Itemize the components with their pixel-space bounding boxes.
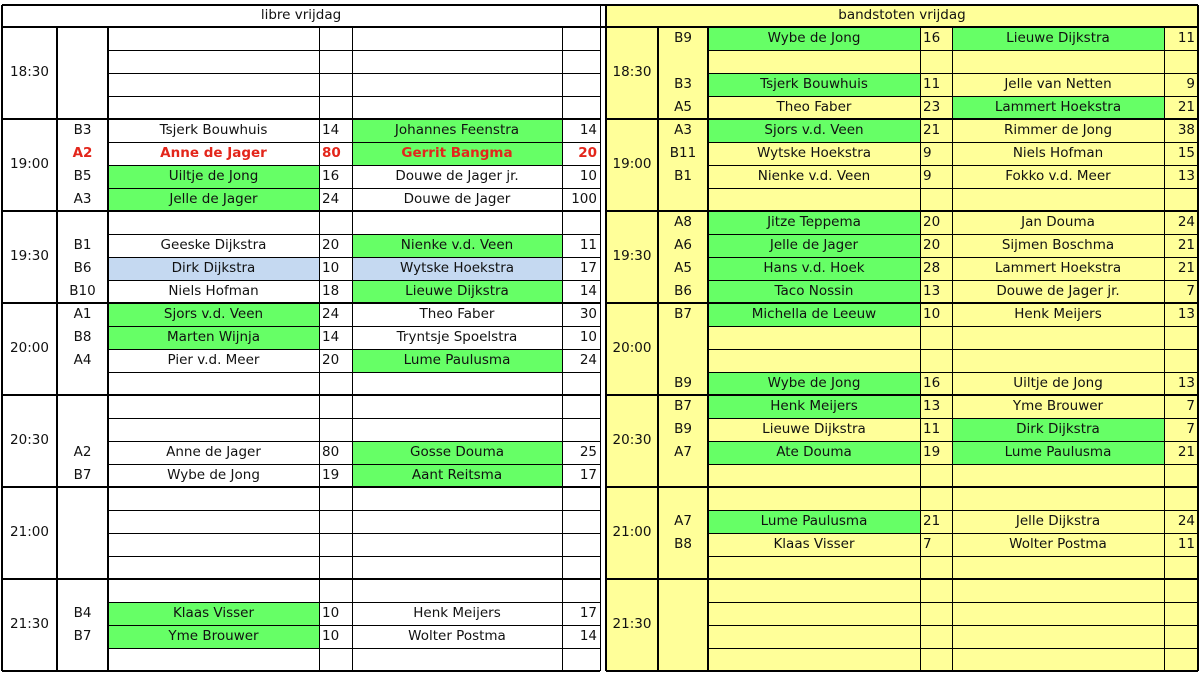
right-match-player-2: Jelle Dijkstra — [1015, 512, 1101, 529]
right-match-player-2: Yme Brouwer — [1012, 397, 1104, 414]
grid-line — [108, 418, 600, 419]
grid-line — [108, 533, 600, 534]
left-match-player-1: Anne de Jager — [160, 144, 267, 161]
right-match-score-2: 11 — [1177, 29, 1195, 46]
time-slot-label: 21:00 — [10, 524, 49, 541]
left-match-player-1: Uiltje de Jong — [108, 165, 319, 188]
left-match-table-number: B7 — [73, 466, 92, 483]
grid-line — [2, 670, 600, 672]
left-match-player-2: Gerrit Bangma — [352, 142, 562, 165]
right-match-table-number: B9 — [674, 29, 692, 46]
right-match-score-2: 21 — [1177, 443, 1195, 460]
right-match-score-1: 16 — [923, 29, 941, 46]
right-match-score-2: 24 — [1177, 512, 1195, 529]
left-match-score-2: 14 — [579, 121, 597, 138]
right-match-score-2: 24 — [1177, 213, 1195, 230]
right-match-player-2: Rimmer de Jong — [1003, 121, 1113, 138]
time-slot-label: 19:30 — [612, 248, 652, 265]
right-match-score-1: 13 — [923, 397, 941, 414]
right-match-player-2: Lieuwe Dijkstra — [952, 27, 1164, 50]
right-match-player-2: Lammert Hoekstra — [952, 96, 1164, 119]
right-match-player-2: Dirk Dijkstra — [952, 418, 1164, 441]
left-match-player-1: Marten Wijnja — [108, 326, 319, 349]
right-match-score-1: 19 — [923, 443, 941, 460]
right-match-table-number: A5 — [674, 259, 692, 276]
right-match-player-1: Hans v.d. Hoek — [708, 257, 920, 280]
right-match-player-2: Douwe de Jager jr. — [996, 282, 1120, 299]
right-match-player-1: Henk Meijers — [708, 395, 920, 418]
right-match-player-1: Michella de Leeuw — [708, 303, 920, 326]
right-match-table-number: B3 — [674, 75, 692, 92]
left-match-player-1: Pier v.d. Meer — [167, 351, 260, 368]
left-match-score-2: 11 — [579, 236, 597, 253]
right-match-player-1: Taco Nossin — [708, 280, 920, 303]
right-match-table-number: B7 — [674, 305, 692, 322]
grid-line — [2, 394, 600, 396]
right-match-player-2: Wolter Postma — [1009, 535, 1107, 552]
right-match-score-2: 13 — [1177, 305, 1195, 322]
right-match-player-1: Tsjerk Bouwhuis — [708, 73, 920, 96]
right-match-score-1: 11 — [923, 75, 941, 92]
right-match-score-1: 9 — [923, 167, 932, 184]
left-match-score-1: 20 — [322, 351, 340, 368]
right-match-table-number: B1 — [674, 167, 692, 184]
left-match-score-2: 17 — [579, 466, 597, 483]
right-match-score-1: 16 — [923, 374, 941, 391]
right-match-player-2: Lammert Hoekstra — [994, 259, 1122, 276]
right-match-table-number: A7 — [674, 512, 692, 529]
header-bandstoten-vrijdag: bandstoten vrijdag — [838, 7, 966, 24]
right-match-player-1: Theo Faber — [776, 98, 852, 115]
left-match-score-2: 100 — [571, 190, 597, 207]
left-match-score-1: 18 — [322, 282, 340, 299]
right-match-score-2: 13 — [1177, 167, 1195, 184]
right-match-score-2: 21 — [1177, 259, 1195, 276]
left-match-player-2: Lume Paulusma — [352, 349, 562, 372]
right-match-table-number: A7 — [674, 443, 692, 460]
grid-line — [108, 96, 600, 97]
left-match-score-1: 20 — [322, 236, 340, 253]
right-match-player-1: Wybe de Jong — [708, 27, 920, 50]
right-match-player-1: Lieuwe Dijkstra — [762, 420, 866, 437]
right-match-table-number: A6 — [674, 236, 692, 253]
left-match-table-number: B6 — [73, 259, 92, 276]
right-match-player-1: Nienke v.d. Veen — [757, 167, 871, 184]
right-match-player-1: Wybe de Jong — [708, 372, 920, 395]
right-match-score-2: 11 — [1177, 535, 1195, 552]
left-match-score-2: 17 — [579, 259, 597, 276]
right-match-score-1: 7 — [923, 535, 932, 552]
right-match-player-2: Jelle van Netten — [1004, 75, 1112, 92]
left-match-score-2: 24 — [579, 351, 597, 368]
left-match-player-2: Tryntsje Spoelstra — [396, 328, 518, 345]
left-match-table-number: A2 — [73, 443, 92, 460]
left-match-score-2: 10 — [579, 167, 597, 184]
left-match-score-1: 80 — [322, 144, 341, 161]
left-match-score-1: 10 — [322, 627, 340, 644]
left-match-table-number: B10 — [69, 282, 96, 299]
header-libre-vrijdag: libre vrijdag — [260, 7, 342, 24]
left-match-player-1: Dirk Dijkstra — [108, 257, 319, 280]
right-match-table-number: A3 — [674, 121, 692, 138]
left-match-player-2: Gosse Douma — [352, 441, 562, 464]
left-match-score-2: 14 — [579, 627, 597, 644]
right-match-score-2: 7 — [1186, 282, 1195, 299]
right-match-player-2: Lume Paulusma — [952, 441, 1164, 464]
left-match-player-2: Aant Reitsma — [352, 464, 562, 487]
right-match-score-1: 10 — [923, 305, 941, 322]
time-slot-label: 19:00 — [10, 156, 49, 173]
left-match-player-2: Nienke v.d. Veen — [352, 234, 562, 257]
left-match-score-1: 19 — [322, 466, 340, 483]
time-slot-label: 21:30 — [612, 616, 652, 633]
right-match-score-1: 11 — [923, 420, 941, 437]
left-match-score-1: 14 — [322, 328, 340, 345]
time-slot-label: 20:30 — [10, 432, 49, 449]
right-match-score-1: 23 — [923, 98, 941, 115]
left-match-score-1: 10 — [322, 259, 340, 276]
right-match-player-1: Jitze Teppema — [708, 211, 920, 234]
left-match-score-2: 10 — [579, 328, 597, 345]
left-match-player-2: Henk Meijers — [413, 604, 501, 621]
left-match-table-number: A3 — [73, 190, 92, 207]
right-match-score-1: 21 — [923, 512, 941, 529]
right-match-score-1: 21 — [923, 121, 941, 138]
left-match-player-1: Niels Hofman — [168, 282, 259, 299]
right-match-player-2: Jan Douma — [1021, 213, 1095, 230]
right-match-table-number: A8 — [674, 213, 692, 230]
right-match-score-1: 28 — [923, 259, 941, 276]
left-match-player-2: Wytske Hoekstra — [352, 257, 562, 280]
right-match-score-1: 20 — [923, 213, 941, 230]
right-match-player-2: Niels Hofman — [1012, 144, 1104, 161]
right-match-score-2: 15 — [1177, 144, 1195, 161]
left-match-player-1: Anne de Jager — [166, 443, 261, 460]
left-match-player-1: Tsjerk Bouwhuis — [159, 121, 268, 138]
left-match-score-2: 30 — [579, 305, 597, 322]
time-slot-label: 21:30 — [10, 616, 49, 633]
right-match-player-1: Ate Douma — [708, 441, 920, 464]
right-match-score-2: 7 — [1186, 397, 1195, 414]
right-match-score-2: 7 — [1186, 420, 1195, 437]
right-match-table-number: B11 — [669, 144, 697, 161]
left-match-player-2: Douwe de Jager jr. — [395, 167, 519, 184]
left-match-table-number: B8 — [73, 328, 92, 345]
left-match-table-number: B5 — [73, 167, 92, 184]
time-slot-label: 20:00 — [10, 340, 49, 357]
left-match-score-2: 25 — [579, 443, 597, 460]
right-match-player-1: Jelle de Jager — [708, 234, 920, 257]
left-match-player-1: Klaas Visser — [108, 602, 319, 625]
right-match-score-1: 9 — [923, 144, 932, 161]
right-match-player-2: Uiltje de Jong — [1013, 374, 1103, 391]
right-match-score-2: 21 — [1177, 98, 1195, 115]
right-match-score-1: 20 — [923, 236, 941, 253]
right-match-player-1: Lume Paulusma — [708, 510, 920, 533]
left-match-player-2: Theo Faber — [419, 305, 495, 322]
left-match-table-number: B7 — [73, 627, 92, 644]
left-match-player-2: Johannes Feenstra — [352, 119, 562, 142]
left-match-table-number: B1 — [73, 236, 92, 253]
time-slot-label: 20:30 — [612, 432, 652, 449]
time-slot-label: 21:00 — [612, 524, 652, 541]
time-slot-label: 18:30 — [612, 64, 652, 81]
right-match-player-1: Wytske Hoekstra — [756, 144, 872, 161]
right-match-table-number: B9 — [674, 374, 692, 391]
left-match-score-1: 10 — [322, 604, 340, 621]
right-match-player-2: Fokko v.d. Meer — [1005, 167, 1111, 184]
right-match-score-2: 9 — [1186, 75, 1195, 92]
right-match-table-number: A5 — [674, 98, 692, 115]
left-match-player-2: Wolter Postma — [408, 627, 506, 644]
grid-line — [2, 578, 600, 580]
left-match-score-2: 14 — [579, 282, 597, 299]
right-match-score-1: 13 — [923, 282, 941, 299]
time-slot-label: 20:00 — [612, 340, 652, 357]
right-match-score-2: 13 — [1177, 374, 1195, 391]
right-match-player-2: Henk Meijers — [1014, 305, 1102, 322]
left-match-table-number: B3 — [73, 121, 92, 138]
grid-line — [108, 50, 600, 51]
left-match-score-1: 24 — [322, 190, 340, 207]
left-match-player-1: Jelle de Jager — [108, 188, 319, 211]
left-match-score-1: 80 — [322, 443, 340, 460]
right-match-player-1: Klaas Visser — [773, 535, 855, 552]
left-match-table-number: B4 — [73, 604, 92, 621]
right-match-table-number: B9 — [674, 420, 692, 437]
left-match-player-1: Sjors v.d. Veen — [108, 303, 319, 326]
left-match-score-1: 24 — [322, 305, 340, 322]
left-match-table-number: A1 — [73, 305, 92, 322]
left-match-player-2: Douwe de Jager — [403, 190, 511, 207]
right-match-table-number: B7 — [674, 397, 692, 414]
left-match-table-number: A2 — [72, 144, 93, 161]
time-slot-label: 19:00 — [612, 156, 652, 173]
left-match-player-1: Geeske Dijkstra — [160, 236, 267, 253]
right-match-table-number: B8 — [674, 535, 692, 552]
right-match-player-1: Sjors v.d. Veen — [708, 119, 920, 142]
right-match-score-2: 21 — [1177, 236, 1195, 253]
time-slot-label: 18:30 — [10, 64, 49, 81]
left-match-table-number: A4 — [73, 351, 92, 368]
grid-line — [108, 73, 600, 74]
right-match-score-2: 38 — [1177, 121, 1195, 138]
right-match-table-number: B6 — [674, 282, 692, 299]
grid-line — [108, 510, 600, 511]
left-match-player-2: Lieuwe Dijkstra — [352, 280, 562, 303]
left-match-score-2: 20 — [578, 144, 597, 161]
left-match-player-1: Wybe de Jong — [167, 466, 260, 483]
right-match-player-2: Sijmen Boschma — [1001, 236, 1115, 253]
left-match-score-1: 16 — [322, 167, 340, 184]
left-match-score-2: 17 — [579, 604, 597, 621]
left-match-score-1: 14 — [322, 121, 340, 138]
time-slot-label: 19:30 — [10, 248, 49, 265]
grid-line — [108, 556, 600, 557]
left-match-player-1: Yme Brouwer — [108, 625, 319, 648]
